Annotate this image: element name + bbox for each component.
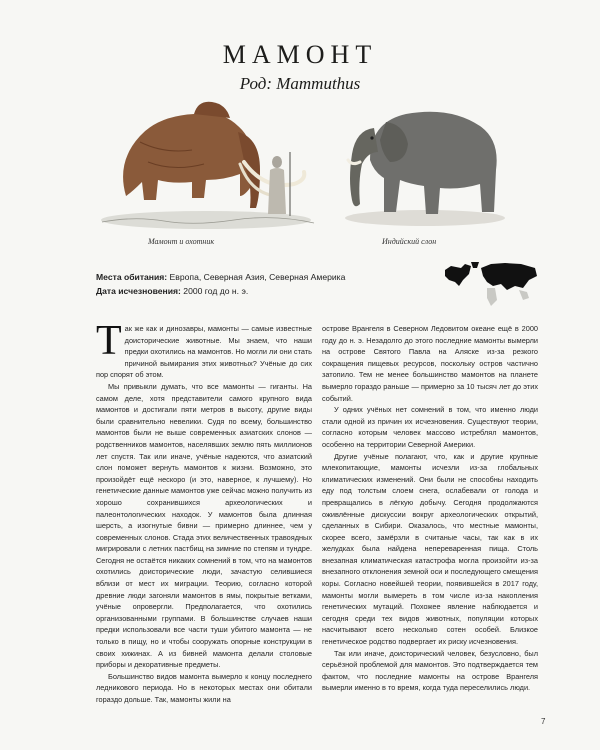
text-column-left [96, 318, 312, 706]
mammoth-illustration [94, 92, 326, 234]
extinction-line [96, 286, 248, 296]
page-title: МАМОНТ [222, 40, 378, 69]
paragraph: Мы привыкли думать, что все мамонты — гиганты. На самом деле, хотя представители самого крупного вида мамонтов и достигали пяти метров в высоту, другие виды были сравнительно невелики. Судя по всему, большинство мамонтов были не выше современных азиатских слонов — родственников мамонтов, населявших землю пять миллионов лет спустя. Так или иначе, учёные надеются, что азиатский слон поможет вернуть мамонтов к жизни. Возможно, это произойдёт ещё нескоро (и это, наверное, к лучшему). Но генетические данные мамонтов уже сейчас можно получить из хорошо сохранившихся археологических и палеонтологических находок. У мамонтов была длинная шерсть, а изогнутые бивни — примерно длиннее, чем у современных слонов. Стада этих величественных травоядных мигрировали с летних пастбищ на зимние по степям и тундре. Сегодня не остаётся никаких сомнений в том, что на мамонтов охотились доисторические люди, зачастую селившиеся вблизи от мест их миграции. Теорию, согласно которой древние люди загоняли мамонтов в ямы, покрытые ветками, учёные опровергли. Предполагается, что охотились организованными группами. В большинстве случаев наши предки использовали все части туши убитого мамонта — не только в пищу, но и чтобы сооружать опорные конструкции в своих хижинах. А из бивней мамонта делали столовые приборы и декоративные предметы. [96, 381, 312, 670]
extinction-label: Дата исчезновения: [96, 286, 181, 296]
ground-shadow [345, 210, 505, 226]
paragraph: Другие учёные полагают, что, как и другие крупные млекопитающие, мамонты исчезли из-за глобальных климатических изменений. Они были не способны находить еду под толстым слоем снега, ослабевали от голода и превращались в лёгкую добычу. Сегодня продолжаются оживлённые дискуссии вокруг археологических открытий, сделанных в Сибири. Оказалось, что местные мамонты, скорее всего, замёрзли в считаные часы, так как в их желудках была найдена непереваренная пища. Столь внезапная климатическая катастрофа могла произойти из-за внезапного отклонения земной оси и последующего смещения коры. Согласно новейшей теории, появившейся в 2017 году, мамонты могли вымереть в том числе из-за накопления генетических мутаций. Похожее явление наблюдается и сегодня среди тех видов животных, популяции которых насчитывают всего несколько сотен особей. Близкое генетическое родство подвергает их риску исчезновения. [322, 451, 538, 647]
habitat-value: Европа, Северная Азия, Северная Америка [167, 272, 346, 282]
paragraph: У одних учёных нет сомнений в том, что именно люди стали одной из причин их исчезновения. Существуют теории, согласно которым человек массово истреблял мамонтов, особенно на территории Северной Америки. [322, 405, 538, 449]
page-subtitle: Род: Mammuthus [239, 74, 361, 93]
extinction-value: 2000 год до н. э. [180, 286, 249, 296]
habitat-label: Места обитания: [96, 272, 168, 282]
paragraph: острове Врангеля в Северном Ледовитом океане ещё в 2000 году до н. э. Незадолго до этого последние мамонты вымерли на острове Святого Павла на Аляске из-за резкого сокращения пищевых ресурсов, поскольку остров частично затопило. Тем не менее большинство мамонтов на планете вымерло гораздо раньше — примерно за 10 тысяч лет до этих событий. [322, 324, 538, 403]
paragraph: Большинство видов мамонта вымерло к концу последнего ледникового периода. Но в некоторых местах они обитали гораздо дольше. Так, мамонты жили на [96, 671, 312, 704]
paragraph: Так же как и динозавры, мамонты — самые известные доисторические животные. Мы знаем, что наши предки охотились на мамонтов. Но могли ли они стать причиной вымирания этих животных? Учёные до сих пор спорят об этом. [96, 318, 312, 380]
habitat-line [96, 272, 345, 282]
text-column-right [322, 323, 538, 694]
page-number: 7 [541, 717, 546, 726]
paragraph: Так или иначе, доисторический человек, безусловно, был серьёзной проблемой для мамонтов. Это подтверждается тем фактом, что последние мамонты на острове Врангеля вымерли именно в то время, когда туда переселились люди. [322, 648, 538, 693]
caption-mammoth: Мамонт и охотник [148, 237, 215, 246]
drop-cap: Т [96, 318, 122, 364]
range-map [443, 260, 539, 308]
caption-elephant: Индийский слон [382, 237, 437, 246]
elephant-illustration [330, 100, 520, 230]
elephant-body [348, 112, 497, 214]
